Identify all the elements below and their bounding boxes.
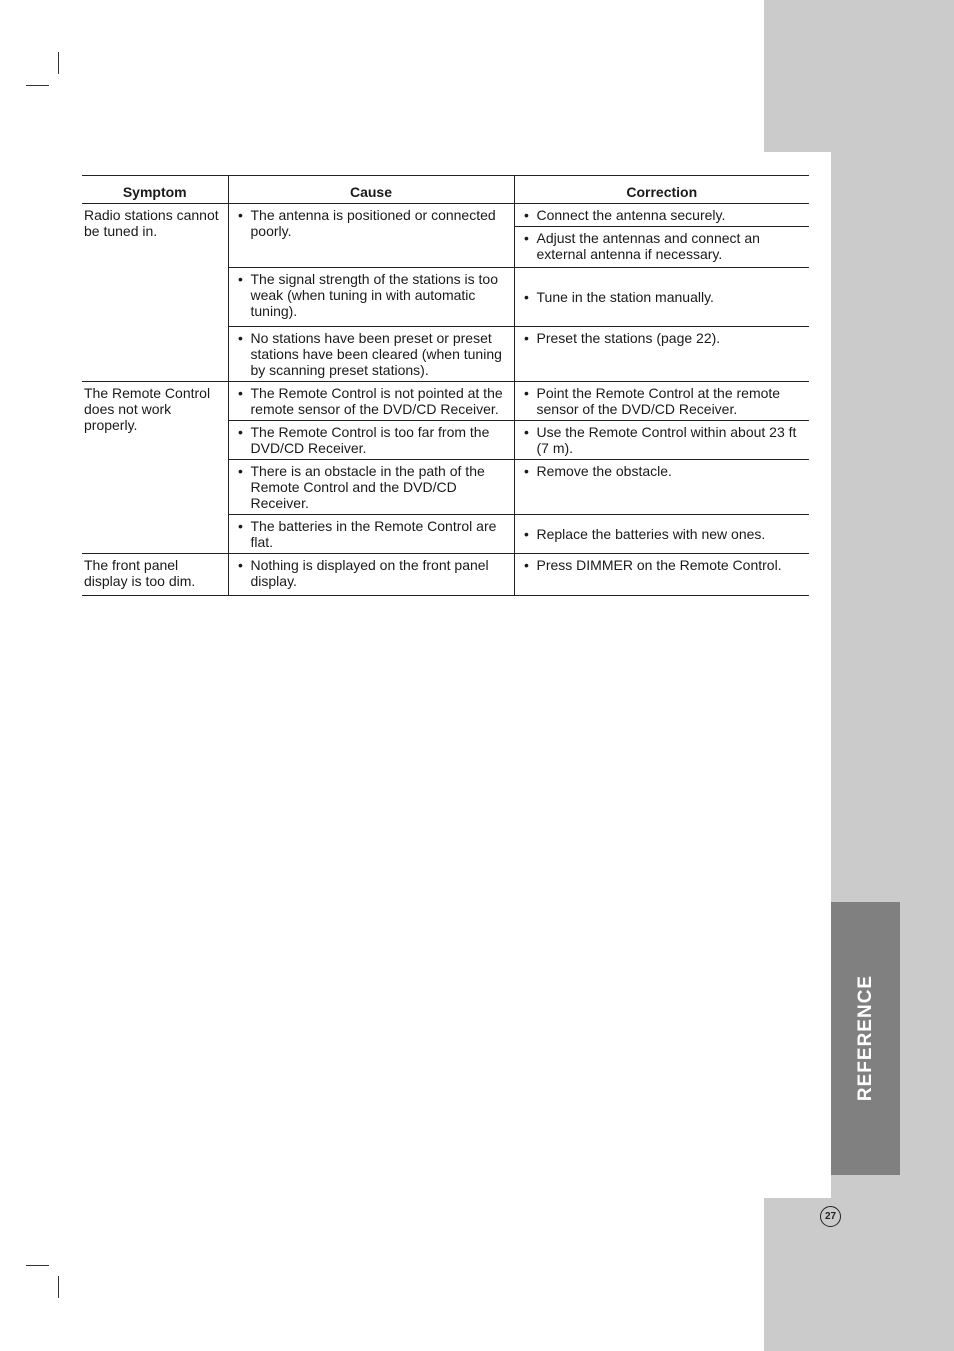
bullet: •	[238, 385, 243, 401]
correction-cell	[514, 382, 809, 421]
correction-cell	[514, 204, 809, 227]
crop-mark	[26, 1265, 49, 1266]
bullet: •	[524, 230, 529, 246]
cause-text: The antenna is positioned or connected poorly.	[250, 207, 496, 239]
cause-text: No stations have been preset or preset stations have been cleared (when tuning by scanning preset stations).	[250, 330, 502, 378]
correction-text: Press DIMMER on the Remote Control.	[536, 557, 782, 573]
bullet: •	[524, 557, 529, 573]
crop-mark	[26, 85, 49, 86]
correction-text: Replace the batteries with new ones.	[536, 526, 766, 542]
correction-text: Use the Remote Control within about 23 ft (7 m).	[536, 424, 797, 456]
cause-text: The signal strength of the stations is too weak (when tuning in with automatic tuning).	[250, 271, 498, 319]
cause-cell	[228, 204, 514, 268]
bullet: •	[524, 463, 529, 479]
cause-text: Nothing is displayed on the front panel display.	[250, 557, 489, 589]
correction-text: Tune in the station manually.	[536, 289, 714, 305]
bullet: •	[238, 330, 243, 346]
bullet: •	[238, 271, 243, 287]
correction-text: Point the Remote Control at the remote sensor of the DVD/CD Receiver.	[536, 385, 781, 417]
cause-text: The Remote Control is not pointed at the remote sensor of the DVD/CD Receiver.	[250, 385, 503, 417]
cause-text: The batteries in the Remote Control are flat.	[250, 518, 497, 550]
bullet: •	[524, 526, 529, 542]
cause-cell	[228, 554, 514, 596]
correction-cell	[514, 227, 809, 268]
bullet: •	[238, 424, 243, 440]
header-correction: Correction	[514, 176, 809, 204]
correction-cell	[514, 421, 809, 460]
table-row	[82, 382, 809, 421]
symptom-cell	[82, 554, 228, 596]
page-number: 27	[820, 1206, 841, 1227]
bullet: •	[238, 557, 243, 573]
cause-text: There is an obstacle in the path of the Remote Control and the DVD/CD Receiver.	[250, 463, 485, 511]
table-row	[82, 204, 809, 227]
correction-text: Connect the antenna securely.	[536, 207, 726, 223]
symptom-text: Radio stations cannot be tuned in.	[84, 207, 219, 239]
cause-cell	[228, 327, 514, 382]
bullet: •	[524, 330, 529, 346]
symptom-text: The Remote Control does not work properly.	[84, 385, 211, 433]
bullet: •	[524, 207, 529, 223]
crop-mark	[58, 1276, 59, 1298]
bullet: •	[524, 424, 529, 440]
cause-cell	[228, 421, 514, 460]
bullet: •	[238, 207, 243, 223]
correction-cell	[514, 554, 809, 596]
symptom-text: The front panel display is too dim.	[84, 557, 196, 589]
cause-cell	[228, 382, 514, 421]
cause-cell	[228, 460, 514, 515]
header-symptom: Symptom	[82, 176, 228, 204]
table-header-row	[82, 176, 809, 204]
crop-mark	[58, 52, 59, 74]
symptom-cell	[82, 204, 228, 382]
cause-cell	[228, 515, 514, 554]
header-cause: Cause	[228, 176, 514, 204]
table-row	[82, 554, 809, 596]
correction-cell	[514, 460, 809, 515]
correction-cell	[514, 268, 809, 327]
section-tab-label: REFERENCE	[855, 974, 876, 1102]
correction-text: Preset the stations (page 22).	[536, 330, 721, 346]
bullet: •	[238, 463, 243, 479]
symptom-cell	[82, 382, 228, 554]
correction-cell	[514, 327, 809, 382]
correction-text: Remove the obstacle.	[536, 463, 672, 479]
correction-text: Adjust the antennas and connect an external antenna if necessary.	[536, 230, 760, 262]
cause-cell	[228, 268, 514, 327]
bullet: •	[524, 289, 529, 305]
cause-text: The Remote Control is too far from the DVD/CD Receiver.	[250, 424, 490, 456]
correction-cell	[514, 515, 809, 554]
bullet: •	[524, 385, 529, 401]
bullet: •	[238, 518, 243, 534]
troubleshooting-table	[82, 175, 809, 596]
